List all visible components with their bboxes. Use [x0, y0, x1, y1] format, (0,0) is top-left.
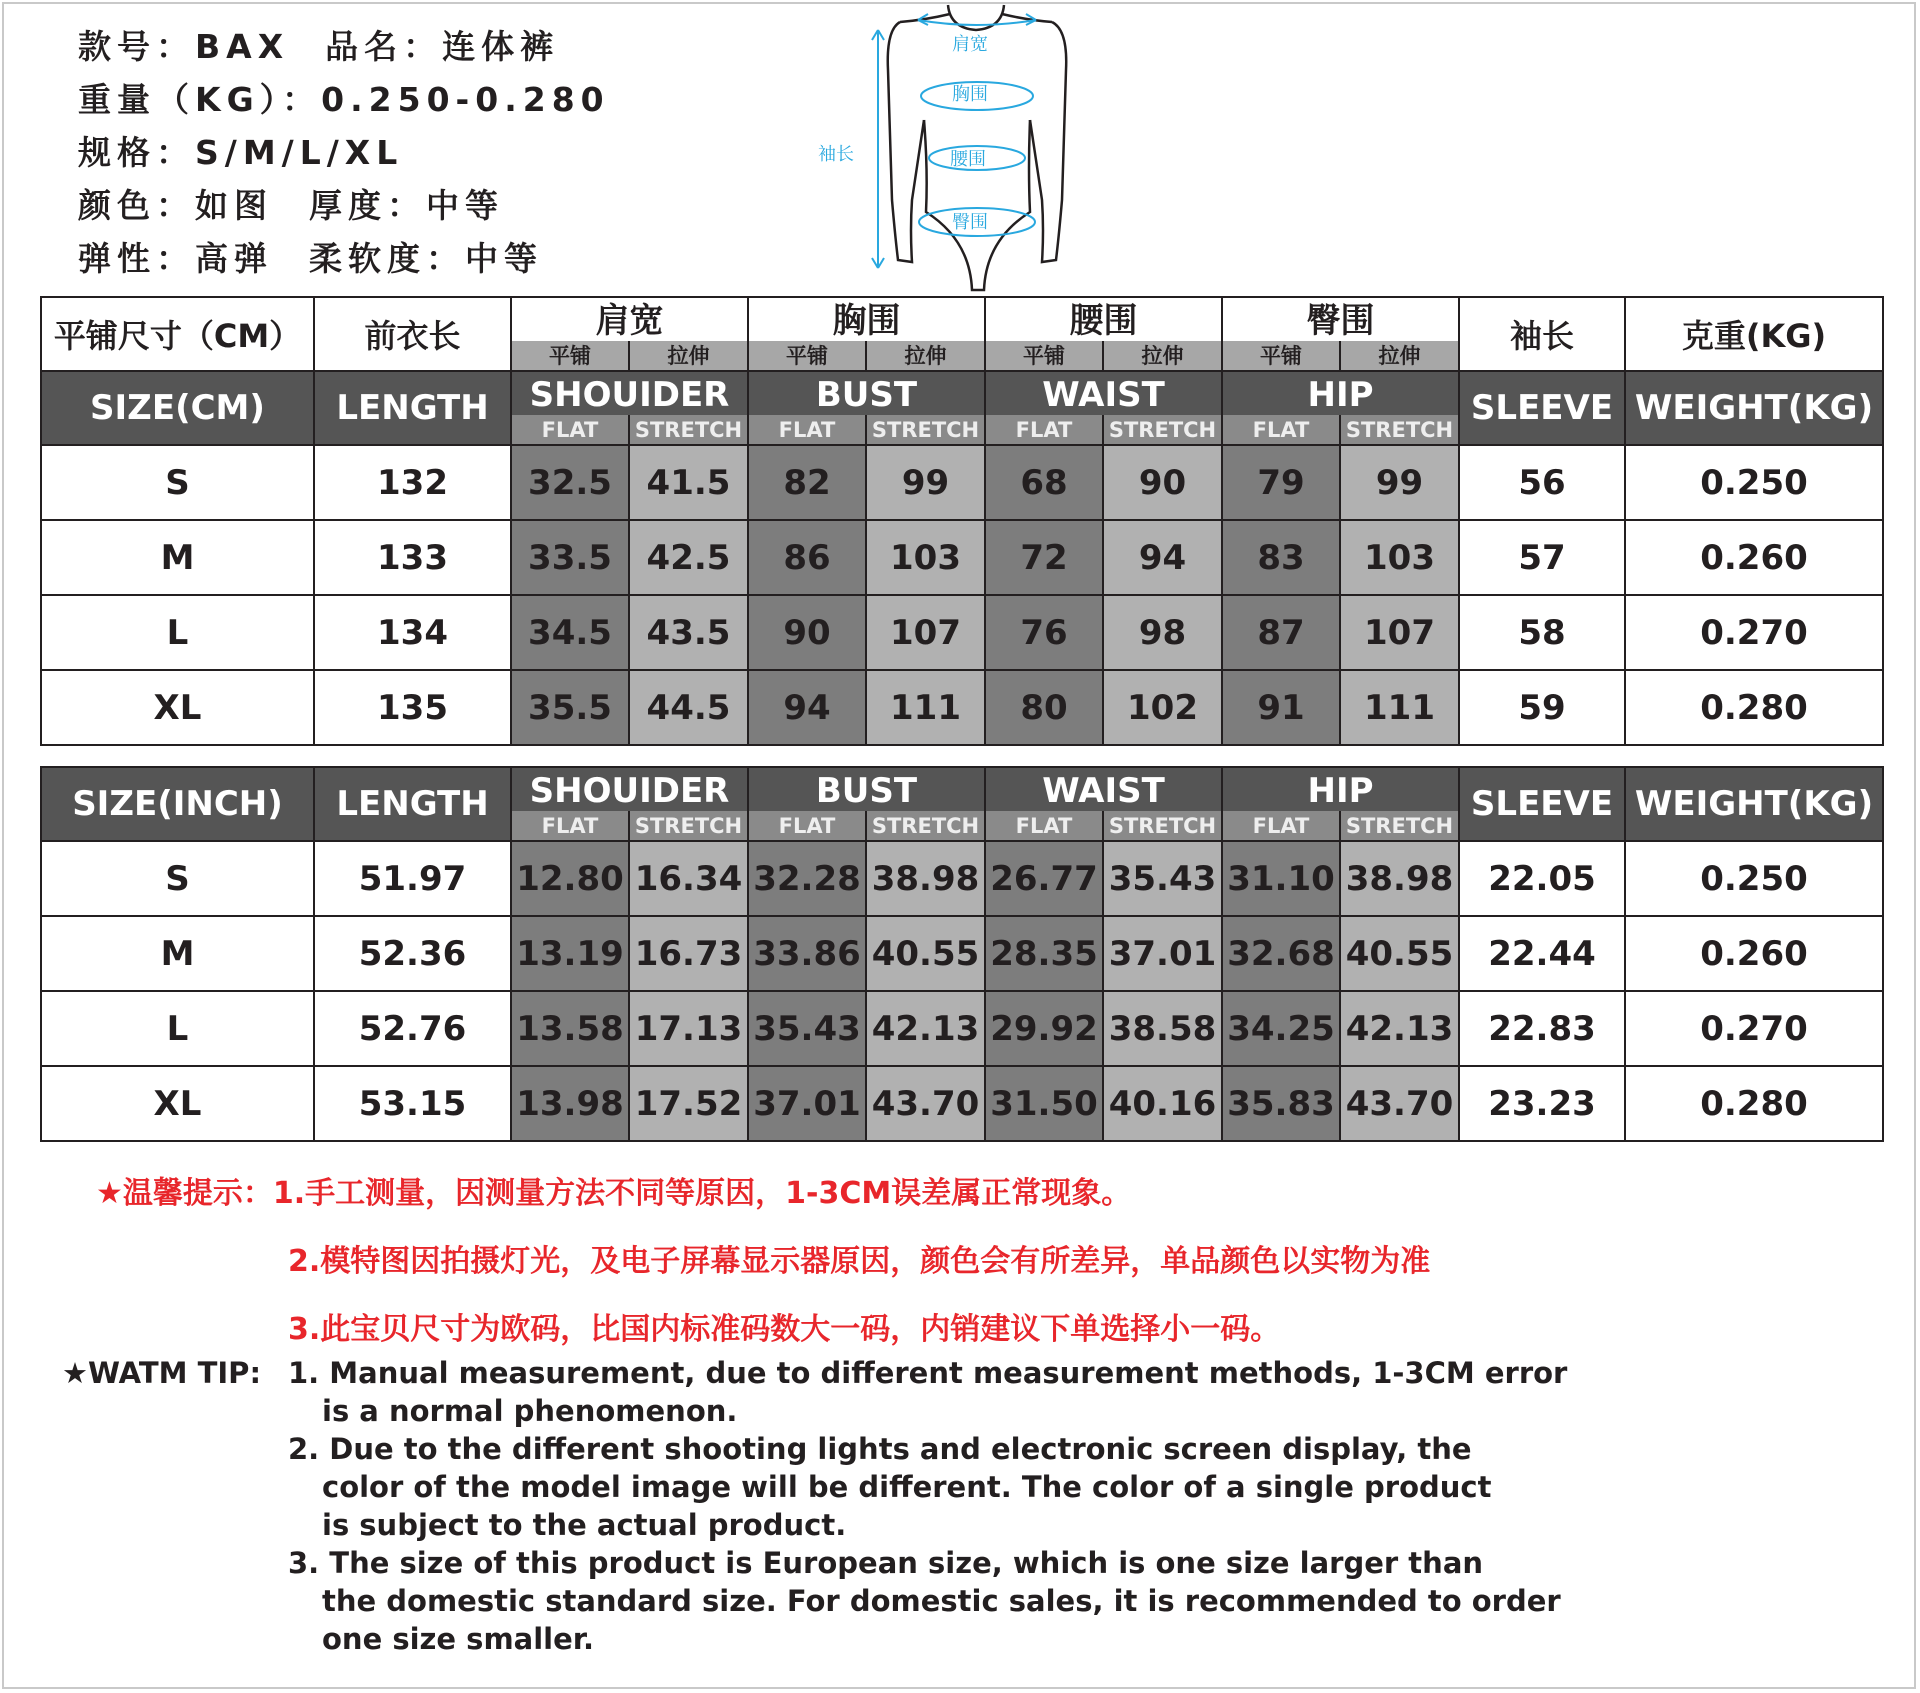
waist-flat-cell: 76: [985, 595, 1103, 670]
en-header-weight: WEIGHT(KG): [1625, 767, 1883, 841]
spec-value: S/M/L/XL: [195, 133, 404, 172]
size-cell: L: [41, 595, 314, 670]
waist-flat-cell: 80: [985, 670, 1103, 745]
style-label: 款号：: [78, 27, 195, 66]
en-header-sleeve: SLEEVE: [1459, 371, 1625, 445]
cn-header-length: 前衣长: [314, 297, 511, 371]
shoulder-stretch-cell: 44.5: [629, 670, 748, 745]
waist-stretch-cell: 90: [1103, 445, 1222, 520]
en-sub-flat: FLAT: [985, 811, 1103, 841]
waist-flat-cell: 72: [985, 520, 1103, 595]
weight-label: 重量（KG）：: [78, 80, 322, 119]
info-elastic-line: [78, 232, 610, 285]
en-tip-2b: color of the model image will be different. The color of a single product: [322, 1470, 1492, 1504]
waist-stretch-cell: 102: [1103, 670, 1222, 745]
en-tip-1a: 1. Manual measurement, due to different measurement methods, 1-3CM error: [288, 1356, 1568, 1390]
thickness-label: 厚度：: [309, 186, 426, 225]
en-tip-2c: is subject to the actual product.: [322, 1508, 847, 1542]
waist-stretch-cell: 37.01: [1103, 916, 1222, 991]
sleeve-cell: 22.83: [1459, 991, 1625, 1066]
cn-sub-flat: 平铺: [748, 341, 866, 371]
shoulder-flat-cell: 12.80: [511, 841, 629, 916]
en-sub-stretch: STRETCH: [866, 415, 985, 445]
table-row: [41, 1066, 1883, 1141]
shoulder-stretch-cell: 17.52: [629, 1066, 748, 1141]
table-row: [41, 445, 1883, 520]
waist-flat-cell: 68: [985, 445, 1103, 520]
waist-stretch-cell: 38.58: [1103, 991, 1222, 1066]
bust-flat-cell: 82: [748, 445, 866, 520]
waist-flat-cell: 29.92: [985, 991, 1103, 1066]
cn-tip-line-3: 3.此宝贝尺寸为欧码，比国内标准码数大一码，内销建议下单选择小一码。: [288, 1312, 1281, 1347]
cn-tip-label: ★温馨提示：: [96, 1176, 273, 1211]
size-cell: M: [41, 520, 314, 595]
cn-sub-flat: 平铺: [985, 341, 1103, 371]
shoulder-flat-cell: 13.19: [511, 916, 629, 991]
weight-cell: 0.260: [1625, 520, 1883, 595]
hip-stretch-cell: 43.70: [1340, 1066, 1459, 1141]
length-cell: 53.15: [314, 1066, 511, 1141]
hip-flat-cell: 31.10: [1222, 841, 1340, 916]
en-tip-1b: is a normal phenomenon.: [322, 1394, 738, 1428]
length-cell: 52.76: [314, 991, 511, 1066]
sleeve-cell: 22.05: [1459, 841, 1625, 916]
bodysuit-diagram: [800, 0, 1080, 296]
weight-cell: 0.260: [1625, 916, 1883, 991]
bust-stretch-cell: 43.70: [866, 1066, 985, 1141]
en-header-bust: BUST: [748, 371, 985, 415]
bust-stretch-cell: 42.13: [866, 991, 985, 1066]
table-row: [41, 595, 1883, 670]
en-sub-flat: FLAT: [511, 811, 629, 841]
softness-value: 中等: [465, 239, 543, 278]
diagram-bust-label: 胸围: [952, 84, 988, 105]
size-cell: S: [41, 445, 314, 520]
size-cell: L: [41, 991, 314, 1066]
cn-header-bust: 胸围: [748, 297, 985, 341]
en-sub-stretch: STRETCH: [629, 811, 748, 841]
softness-label: 柔软度：: [309, 239, 465, 278]
diagram-shoulder-label: 肩宽: [952, 34, 988, 55]
sleeve-cell: 59: [1459, 670, 1625, 745]
bust-flat-cell: 35.43: [748, 991, 866, 1066]
en-header-shoulder: SHOUIDER: [511, 371, 748, 415]
cn-header-sleeve: 袖长: [1459, 297, 1625, 371]
bust-stretch-cell: 111: [866, 670, 985, 745]
cn-sub-stretch: 拉伸: [1103, 341, 1222, 371]
size-cell: M: [41, 916, 314, 991]
en-header-weight: WEIGHT(KG): [1625, 371, 1883, 445]
product-info: [78, 20, 610, 285]
en-sub-stretch: STRETCH: [1103, 415, 1222, 445]
length-cell: 51.97: [314, 841, 511, 916]
bust-flat-cell: 94: [748, 670, 866, 745]
color-value: 如图: [195, 186, 273, 225]
cn-header-size: 平铺尺寸（CM）: [41, 297, 314, 371]
size-table-cm: [40, 296, 1884, 746]
info-spec-line: [78, 126, 610, 179]
hip-flat-cell: 34.25: [1222, 991, 1340, 1066]
bust-stretch-cell: 103: [866, 520, 985, 595]
waist-flat-cell: 26.77: [985, 841, 1103, 916]
hip-flat-cell: 35.83: [1222, 1066, 1340, 1141]
size-table-inch: [40, 766, 1884, 1142]
info-style-line: [78, 20, 610, 73]
hip-stretch-cell: 40.55: [1340, 916, 1459, 991]
en-tip-label: ★WATM TIP:: [62, 1356, 262, 1390]
table-row: [41, 841, 1883, 916]
en-sub-stretch: STRETCH: [629, 415, 748, 445]
en-header-hip: HIP: [1222, 371, 1459, 415]
waist-stretch-cell: 40.16: [1103, 1066, 1222, 1141]
length-cell: 135: [314, 670, 511, 745]
hip-flat-cell: 32.68: [1222, 916, 1340, 991]
shoulder-stretch-cell: 17.13: [629, 991, 748, 1066]
weight-cell: 0.280: [1625, 670, 1883, 745]
table-row: [41, 670, 1883, 745]
en-header-length: LENGTH: [314, 371, 511, 445]
waist-flat-cell: 28.35: [985, 916, 1103, 991]
cn-sub-stretch: 拉伸: [866, 341, 985, 371]
shoulder-stretch-cell: 41.5: [629, 445, 748, 520]
sleeve-cell: 22.44: [1459, 916, 1625, 991]
hip-stretch-cell: 42.13: [1340, 991, 1459, 1066]
cn-sub-flat: 平铺: [511, 341, 629, 371]
hip-flat-cell: 83: [1222, 520, 1340, 595]
en-tip-3b: the domestic standard size. For domestic sales, it is recommended to order: [322, 1584, 1561, 1618]
length-cell: 134: [314, 595, 511, 670]
hip-stretch-cell: 111: [1340, 670, 1459, 745]
waist-stretch-cell: 35.43: [1103, 841, 1222, 916]
shoulder-flat-cell: 34.5: [511, 595, 629, 670]
cn-header-weight: 克重(KG): [1625, 297, 1883, 371]
cn-sub-stretch: 拉伸: [629, 341, 748, 371]
diagram-sleeve-label: 袖长: [818, 144, 854, 165]
thickness-value: 中等: [426, 186, 504, 225]
color-label: 颜色：: [78, 186, 195, 225]
name-value: 连体裤: [442, 27, 560, 66]
shoulder-stretch-cell: 16.73: [629, 916, 748, 991]
info-color-line: [78, 179, 610, 232]
weight-cell: 0.270: [1625, 991, 1883, 1066]
sleeve-cell: 57: [1459, 520, 1625, 595]
cn-tip-text-1: 1.手工测量，因测量方法不同等原因，1-3CM误差属正常现象。: [272, 1176, 1132, 1211]
shoulder-flat-cell: 32.5: [511, 445, 629, 520]
diagram-waist-label: 腰围: [950, 149, 986, 170]
weight-cell: 0.250: [1625, 445, 1883, 520]
style-value: BAX: [195, 27, 290, 66]
size-cell: XL: [41, 1066, 314, 1141]
table-row: [41, 916, 1883, 991]
en-sub-stretch: STRETCH: [866, 811, 985, 841]
sleeve-cell: 23.23: [1459, 1066, 1625, 1141]
shoulder-flat-cell: 13.58: [511, 991, 629, 1066]
en-sub-stretch: STRETCH: [1340, 811, 1459, 841]
en-sub-flat: FLAT: [748, 415, 866, 445]
diagram-hip-label: 臀围: [952, 212, 988, 233]
en-header-bust: BUST: [748, 767, 985, 811]
bust-stretch-cell: 40.55: [866, 916, 985, 991]
cn-tip-line-1: [96, 1168, 1131, 1212]
inch-table-body: [41, 841, 1883, 1141]
cn-sub-flat: 平铺: [1222, 341, 1340, 371]
sleeve-cell: 58: [1459, 595, 1625, 670]
bust-flat-cell: 86: [748, 520, 866, 595]
bust-flat-cell: 33.86: [748, 916, 866, 991]
weight-cell: 0.250: [1625, 841, 1883, 916]
en-sub-flat: FLAT: [1222, 811, 1340, 841]
length-cell: 52.36: [314, 916, 511, 991]
hip-stretch-cell: 38.98: [1340, 841, 1459, 916]
size-cell: XL: [41, 670, 314, 745]
hip-flat-cell: 79: [1222, 445, 1340, 520]
table-row: [41, 991, 1883, 1066]
en-header-waist: WAIST: [985, 767, 1222, 811]
bust-stretch-cell: 99: [866, 445, 985, 520]
elastic-label: 弹性：: [78, 239, 195, 278]
en-sub-flat: FLAT: [1222, 415, 1340, 445]
en-sub-flat: FLAT: [985, 415, 1103, 445]
name-label: 品名：: [325, 27, 443, 66]
hip-flat-cell: 91: [1222, 670, 1340, 745]
waist-stretch-cell: 98: [1103, 595, 1222, 670]
bust-flat-cell: 37.01: [748, 1066, 866, 1141]
en-tip-2a: 2. Due to the different shooting lights and electronic screen display, the: [288, 1432, 1472, 1466]
shoulder-stretch-cell: 43.5: [629, 595, 748, 670]
hip-flat-cell: 87: [1222, 595, 1340, 670]
length-cell: 132: [314, 445, 511, 520]
bust-flat-cell: 32.28: [748, 841, 866, 916]
en-header-waist: WAIST: [985, 371, 1222, 415]
weight-value: 0.250-0.280: [321, 80, 610, 119]
waist-stretch-cell: 94: [1103, 520, 1222, 595]
shoulder-flat-cell: 33.5: [511, 520, 629, 595]
length-cell: 133: [314, 520, 511, 595]
en-sub-stretch: STRETCH: [1340, 415, 1459, 445]
shoulder-flat-cell: 35.5: [511, 670, 629, 745]
cn-sub-stretch: 拉伸: [1340, 341, 1459, 371]
size-cell: S: [41, 841, 314, 916]
en-header-sleeve: SLEEVE: [1459, 767, 1625, 841]
table-row: [41, 520, 1883, 595]
sleeve-cell: 56: [1459, 445, 1625, 520]
hip-stretch-cell: 107: [1340, 595, 1459, 670]
cn-tip-line-2: 2.模特图因拍摄灯光，及电子屏幕显示器原因，颜色会有所差异，单品颜色以实物为准: [288, 1244, 1431, 1279]
info-weight-line: [78, 73, 610, 126]
bust-flat-cell: 90: [748, 595, 866, 670]
cn-header-waist: 腰围: [985, 297, 1222, 341]
weight-cell: 0.270: [1625, 595, 1883, 670]
cm-table-body: [41, 445, 1883, 745]
hip-stretch-cell: 99: [1340, 445, 1459, 520]
en-header-length: LENGTH: [314, 767, 511, 841]
cn-header-hip: 臀围: [1222, 297, 1459, 341]
en-header-shoulder: SHOUIDER: [511, 767, 748, 811]
en-tip-3c: one size smaller.: [322, 1622, 594, 1656]
shoulder-stretch-cell: 16.34: [629, 841, 748, 916]
shoulder-stretch-cell: 42.5: [629, 520, 748, 595]
en-sub-flat: FLAT: [511, 415, 629, 445]
spec-label: 规格：: [78, 133, 195, 172]
cn-header-shoulder: 肩宽: [511, 297, 748, 341]
en-header-hip: HIP: [1222, 767, 1459, 811]
elastic-value: 高弹: [195, 239, 273, 278]
hip-stretch-cell: 103: [1340, 520, 1459, 595]
en-tip-3a: 3. The size of this product is European size, which is one size larger than: [288, 1546, 1484, 1580]
weight-cell: 0.280: [1625, 1066, 1883, 1141]
en-sub-flat: FLAT: [748, 811, 866, 841]
waist-flat-cell: 31.50: [985, 1066, 1103, 1141]
shoulder-flat-cell: 13.98: [511, 1066, 629, 1141]
en-sub-stretch: STRETCH: [1103, 811, 1222, 841]
en-header-size: SIZE(INCH): [41, 767, 314, 841]
en-header-size: SIZE(CM): [41, 371, 314, 445]
bust-stretch-cell: 107: [866, 595, 985, 670]
bust-stretch-cell: 38.98: [866, 841, 985, 916]
